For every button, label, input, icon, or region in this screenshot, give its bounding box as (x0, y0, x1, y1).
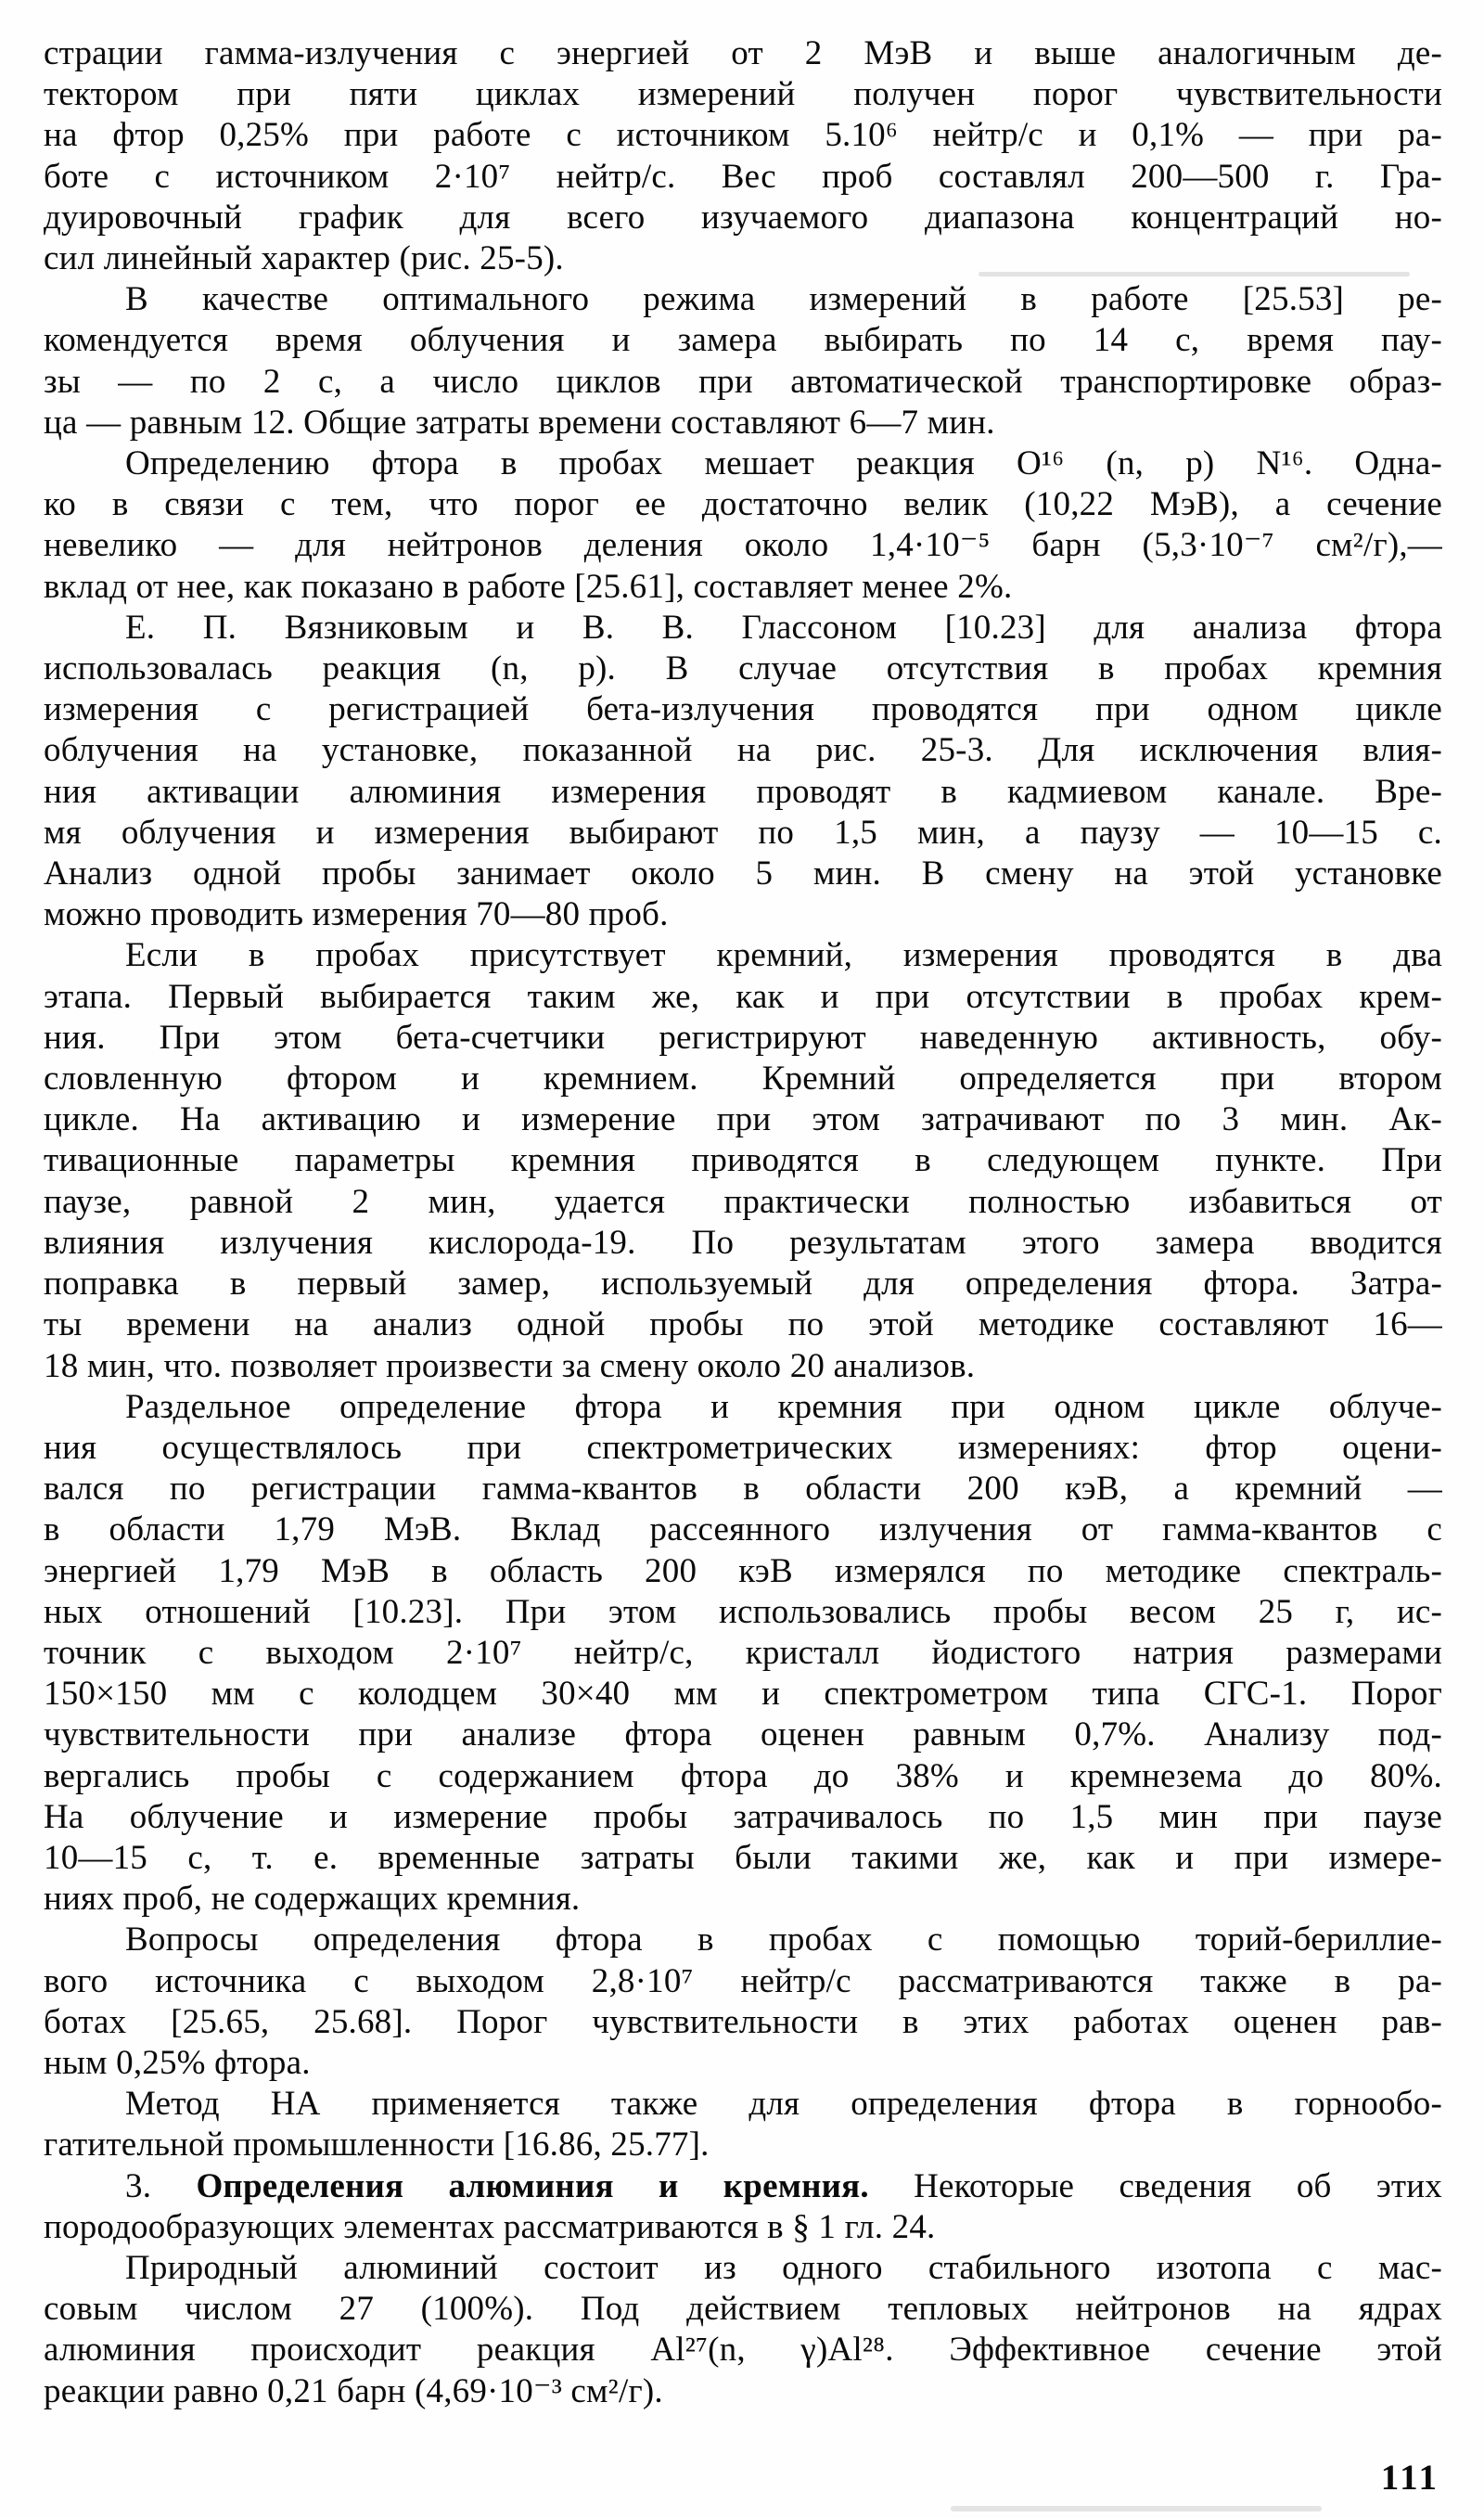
text-line: сил линейный характер (рис. 25-5). (44, 239, 564, 278)
text-line (44, 2166, 1442, 2207)
paragraph (44, 1387, 1442, 1921)
text-line: в области 1,79 МэВ. Вклад рассеянного излучения от гамма-квантов с (44, 1510, 1442, 1549)
text-line: ния осуществлялось при спектрометрических измерениях: фтор оцени- (44, 1428, 1442, 1467)
text-line: гатительной промышленности [16.86, 25.77]. (44, 2126, 710, 2165)
text-line: ца — равным 12. Общие затраты времени составляют 6—7 мин. (44, 403, 995, 442)
text-line: вого источника с выходом 2,8·10⁷ нейтр/с рассматриваются также в ра- (44, 1961, 1442, 2000)
text-line: использовалась реакция (n, p). В случае отсутствия в пробах кремния (44, 649, 1442, 688)
text-line: Природный алюминий состоит из одного стабильного изотопа с мас- (125, 2248, 1442, 2287)
text-line: невелико — для нейтронов деления около 1,4·10⁻⁵ барн (5,3·10⁻⁷ см²/г),— (44, 526, 1442, 565)
text-line: Е. П. Вязниковым и В. В. Глассоном [10.23] для анализа фтора (125, 608, 1442, 647)
text-line: В качестве оптимального режима измерений в работе [25.53] ре- (125, 280, 1442, 319)
text-line: тектором при пяти циклах измерений получен порог чувствительности (44, 75, 1442, 114)
text-line: вергались пробы с содержанием фтора до 38% и кремнезема до 80%. (44, 1756, 1442, 1795)
paragraph (44, 2084, 1442, 2165)
text-line: ботах [25.65, 25.68]. Порог чувствительности в этих работах оценен рав- (44, 2002, 1442, 2041)
text-line: энергией 1,79 МэВ в область 200 кэВ измерялся по методике спектраль- (44, 1551, 1442, 1590)
text-line: паузе, равной 2 мин, удается практически полностью избавиться от (44, 1182, 1442, 1221)
text-line: На облучение и измерение пробы затрачивалось по 1,5 мин при паузе (44, 1797, 1442, 1836)
text-line: мя облучения и измерения выбирают по 1,5 мин, а паузу — 10—15 с. (44, 813, 1442, 852)
paragraph (44, 33, 1442, 279)
text-line: ния. При этом бета-счетчики регистрируют наведенную активность, обу- (44, 1018, 1442, 1057)
text-line: Раздельное определение фтора и кремния при одном цикле облуче- (125, 1387, 1442, 1426)
text-line: измерения с регистрацией бета-излучения проводятся при одном цикле (44, 690, 1442, 729)
text-line: совым числом 27 (100%). Под действием тепловых нейтронов на ядрах (44, 2290, 1442, 2329)
text-line: комендуется время облучения и замера выбирать по 14 с, время пау- (44, 321, 1442, 360)
text-line: 150×150 мм с колодцем 30×40 мм и спектрометром типа СГС-1. Порог (44, 1675, 1442, 1714)
text-line: 10—15 с, т. е. временные затраты были такими же, как и при измере- (44, 1838, 1442, 1877)
text-line: ко в связи с тем, что порог ее достаточно велик (10,22 МэВ), а сечение (44, 485, 1442, 524)
text-run: 3. (125, 2166, 197, 2205)
paragraph (44, 279, 1442, 443)
text-line: влияния излучения кислорода-19. По результатам этого замера вводится (44, 1223, 1442, 1262)
scan-artifact (979, 272, 1410, 276)
text-line: тивационные параметры кремния приводятся в следующем пункте. При (44, 1141, 1442, 1180)
text-line: Если в пробах присутствует кремний, измерения проводятся в два (125, 936, 1442, 975)
paragraph (44, 2166, 1442, 2248)
text-line: породообразующих элементах рассматриваются в § 1 гл. 24. (44, 2207, 936, 2246)
paragraph (44, 1920, 1442, 2084)
scan-artifact (951, 2506, 1322, 2512)
text-line: ным 0,25% фтора. (44, 2043, 311, 2082)
paragraph (44, 935, 1442, 1386)
text-line: Анализ одной пробы занимает около 5 мин. В смену на этой установке (44, 854, 1442, 893)
text-block (44, 33, 1442, 2412)
text-line: точник с выходом 2·10⁷ нейтр/с, кристалл йодистого натрия размерами (44, 1633, 1442, 1672)
text-line: чувствительности при анализе фтора оценен равным 0,7%. Анализу под- (44, 1715, 1442, 1754)
text-line: на фтор 0,25% при работе с источником 5.10⁶ нейтр/с и 0,1% — при ра- (44, 116, 1442, 155)
text-line: страции гамма-излучения с энергией от 2 МэВ и выше аналогичным де- (44, 34, 1442, 72)
text-line: дуировочный график для всего изучаемого диапазона концентраций но- (44, 198, 1442, 237)
text-line: этапа. Первый выбирается таким же, как и при отсутствии в пробах крем- (44, 977, 1442, 1016)
text-line: 18 мин, что. позволяет произвести за смену около 20 анализов. (44, 1346, 976, 1385)
text-line: Определению фтора в пробах мешает реакция O¹⁶ (n, p) N¹⁶. Одна- (125, 444, 1442, 483)
text-line: Вопросы определения фтора в пробах с помощью торий-бериллие- (125, 1921, 1442, 1959)
paragraph (44, 443, 1442, 608)
text-line: словленную фтором и кремнием. Кремний определяется при втором (44, 1060, 1442, 1098)
text-line: поправка в первый замер, используемый для определения фтора. Затра- (44, 1265, 1442, 1304)
text-line: ниях проб, не содержащих кремния. (44, 1880, 581, 1919)
text-line: вклад от нее, как показано в работе [25.61], составляет менее 2%. (44, 567, 1013, 606)
paragraph (44, 2248, 1442, 2412)
text-line: ния активации алюминия измерения проводят в кадмиевом канале. Вре- (44, 772, 1442, 811)
page-number: 111 (1380, 2458, 1439, 2498)
text-line: можно проводить измерения 70—80 проб. (44, 895, 669, 934)
text-line: ты времени на анализ одной пробы по этой методике составляют 16— (44, 1305, 1442, 1344)
text-line: вался по регистрации гамма-квантов в области 200 кэВ, а кремний — (44, 1470, 1442, 1509)
text-run: Некоторые сведения об этих (868, 2166, 1442, 2205)
paragraph (44, 608, 1442, 936)
text-line: реакции равно 0,21 барн (4,69·10⁻³ см²/г). (44, 2371, 663, 2410)
text-line: зы — по 2 с, а число циклов при автоматической транспортировке образ- (44, 362, 1442, 401)
text-line: алюминия происходит реакция Al²⁷(n, γ)Al²⁸. Эффективное сечение этой (44, 2331, 1442, 2370)
bold-run: Определения алюминия и кремния. (196, 2166, 869, 2205)
text-line: облучения на установке, показанной на рис. 25-3. Для исключения влия- (44, 731, 1442, 770)
text-line: цикле. На активацию и измерение при этом затрачивают по 3 мин. Ак- (44, 1100, 1442, 1139)
text-line: боте с источником 2·10⁷ нейтр/с. Вес проб составлял 200—500 г. Гра- (44, 157, 1442, 196)
text-line: ных отношений [10.23]. При этом использовались пробы весом 25 г, ис- (44, 1592, 1442, 1631)
text-line: Метод НА применяется также для определения фтора в горнообо- (125, 2085, 1442, 2124)
